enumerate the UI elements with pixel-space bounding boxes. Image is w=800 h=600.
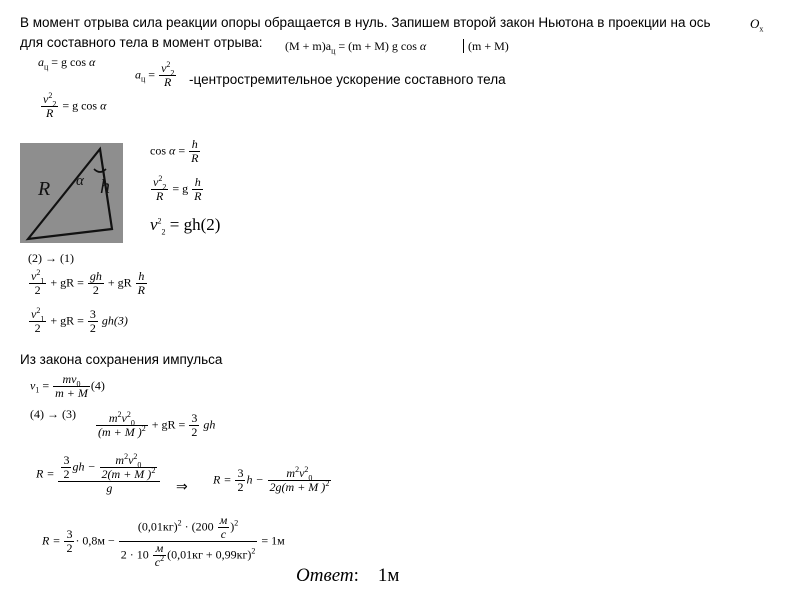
axis-label: $O_x$ xyxy=(750,16,764,34)
figure-label-r: R xyxy=(38,178,51,200)
triangle-sketch-photo xyxy=(20,143,123,243)
implies-arrow: ⇒ xyxy=(176,480,188,495)
R-expression: R = $\frac{3}{2}$ gh − $\frac{m^2v^2_0}{2(m + M )^2}$ g xyxy=(36,454,161,495)
v2-squared-equation: $v^2_2 = gh(2)$ xyxy=(150,215,221,237)
v2-over-R-equation: $\frac{v^2_2}{R}$ = g cos α xyxy=(43,91,107,120)
momentum-heading: Из закона сохранения импульса xyxy=(20,352,223,367)
divide-by-mass: (m + M) xyxy=(463,39,509,53)
numeric-calculation: R = $\frac{3}{2}$ · 0,8м − $(0,01кг)^2 \cdot (200$ $\frac{м}{с}$ )$^2$ 2 · 10 $\frac{м}{с^2}$ $(0,01кг + 0,99кг)^2$ = 1м xyxy=(42,513,285,569)
cos-alpha-equation: cos α = $\frac{h}{R}$ xyxy=(150,137,199,165)
combined-equation: $\frac{m^2v^2_0}{(m + M )^2}$ + gR = $\frac{3}{2}$ gh xyxy=(98,410,216,439)
newton-equation: $(M + m)a_ц = (m + M)$ g cos α xyxy=(285,39,427,56)
figure-label-h: h xyxy=(100,176,110,198)
v2-g-h-equation: $\frac{v^2_2}{R}$ = g $\frac{h}{R}$ xyxy=(153,174,202,203)
R-simplified: R = $\frac{3}{2}$ h − $\frac{m^2v^2_0}{2g(m + M )^2}$ xyxy=(213,465,330,494)
substitution-2-into-1: (2) → (1) xyxy=(28,251,74,265)
figure-label-alpha: α xyxy=(76,173,84,189)
centripetal-note: -центростремительное ускорение составного тела xyxy=(189,72,506,87)
answer-line: Ответ: 1м xyxy=(296,565,400,586)
centripetal-formula: $a_ц$ = $\frac{v^2_2}{R}$ xyxy=(135,60,175,89)
answer-value: 1м xyxy=(377,565,400,586)
acceleration-equation: $a_ц = g$ cos α xyxy=(38,55,96,72)
energy-equation: $\frac{v^2_1}{2}$ + gR = $\frac{gh}{2}$ + gR $\frac{h}{R}$ xyxy=(31,268,145,297)
energy-equation-3: $\frac{v^2_1}{2}$ + gR = $\frac{3}{2}$ gh(3) xyxy=(31,306,128,335)
triangle-sketch-icon xyxy=(20,143,123,243)
intro-line-1: В момент отрыва сила реакции опоры обращается в нуль. Запишем второй закон Ньютона в проекции на ось xyxy=(20,15,711,30)
substitution-4-into-3: (4) → (3) xyxy=(30,407,76,421)
intro-line-2: для составного тела в момент отрыва: xyxy=(20,35,263,50)
momentum-equation: $v_1$ = $\frac{mv_0}{m + M}$ (4) xyxy=(30,372,105,400)
